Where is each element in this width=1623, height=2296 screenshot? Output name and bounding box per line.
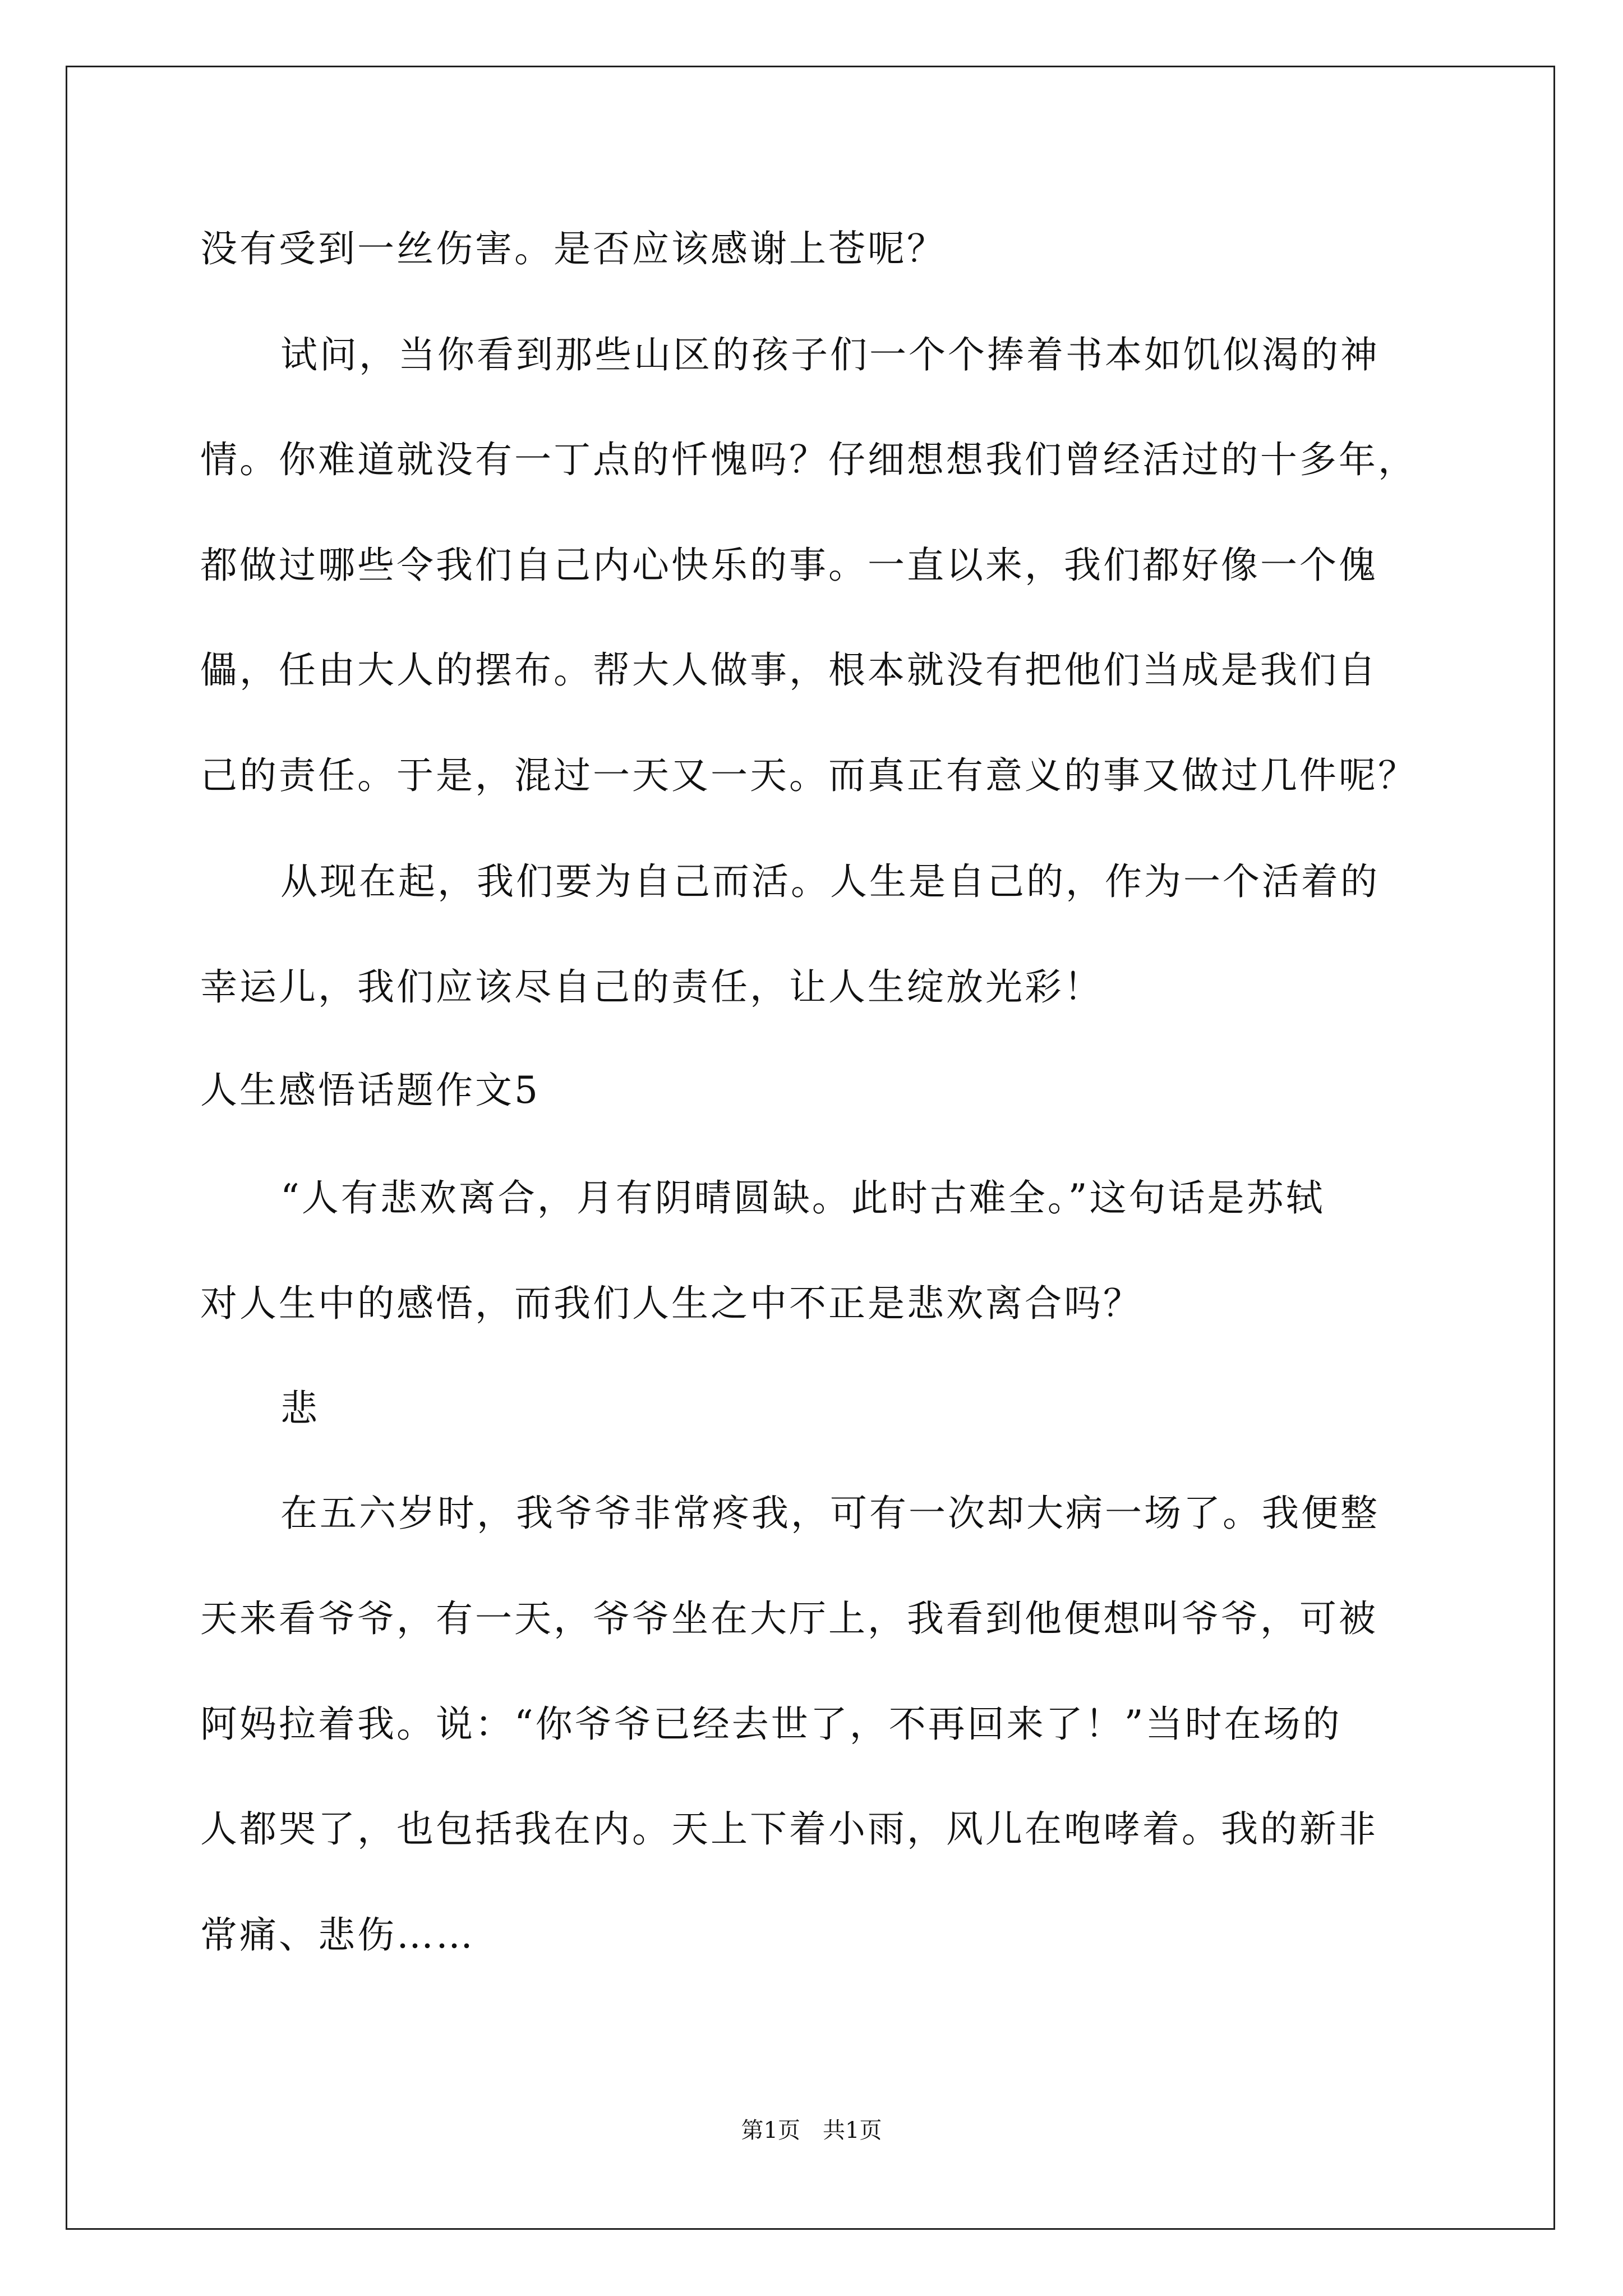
paragraph-line: 情。你难道就没有一丁点的忏愧吗？仔细想想我们曾经活过的十多年， (200, 438, 1417, 481)
paragraph-line: 试问，当你看到那些山区的孩子们一个个捧着书本如饥似渴的神 (280, 333, 1380, 376)
paragraph-line: 对人生中的感悟，而我们人生之中不正是悲欢离合吗？ (200, 1282, 1142, 1325)
paragraph-line: 人都哭了，也包括我在内。天上下着小雨，风儿在咆哮着。我的新非 (200, 1807, 1378, 1851)
section-heading: 人生感悟话题作文5 (200, 1069, 540, 1112)
paragraph-line: 幸运儿，我们应该尽自己的责任，让人生绽放光彩！ (200, 965, 1103, 1009)
paragraph-line: 儡，任由大人的摆布。帮大人做事，根本就没有把他们当成是我们自 (200, 648, 1378, 692)
page-number-footer: 第1页 共1页 (741, 2118, 882, 2143)
paragraph-line: 天来看爷爷，有一天，爷爷坐在大厅上，我看到他便想叫爷爷，可被 (200, 1597, 1378, 1640)
paragraph-line: 阿妈拉着我。说：“你爷爷已经去世了，不再回来了！”当时在场的 (200, 1703, 1342, 1746)
paragraph-line: 己的责任。于是，混过一天又一天。而真正有意义的事又做过几件呢？ (200, 754, 1417, 797)
paragraph-line: 常痛、悲伤…… (200, 1913, 475, 1957)
paragraph-line: 没有受到一丝伤害。是否应该感谢上苍呢？ (200, 227, 946, 270)
paragraph-line: 悲 (280, 1387, 320, 1430)
page-border (66, 66, 1555, 2230)
paragraph-line: 从现在起，我们要为自己而活。人生是自己的，作为一个活着的 (280, 860, 1380, 903)
paragraph-line: 都做过哪些令我们自己内心快乐的事。一直以来，我们都好像一个傀 (200, 544, 1378, 587)
paragraph-line: 在五六岁时，我爷爷非常疼我，可有一次却大病一场了。我便整 (280, 1492, 1380, 1535)
paragraph-line: “人有悲欢离合，月有阴晴圆缺。此时古难全。”这句话是苏轼 (280, 1176, 1325, 1220)
